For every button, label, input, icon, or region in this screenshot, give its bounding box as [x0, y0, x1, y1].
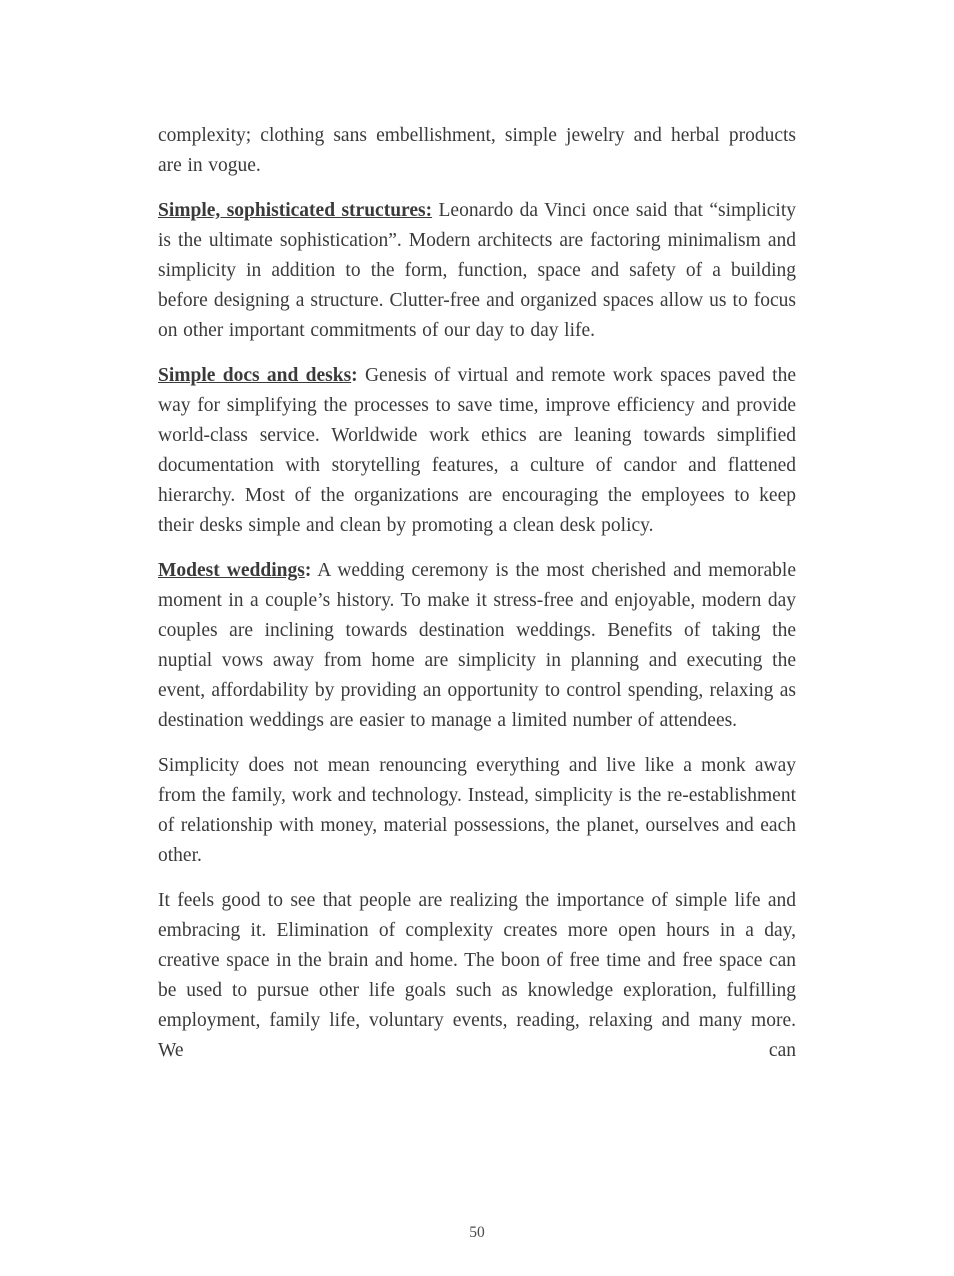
paragraph-closing: [158, 886, 796, 1066]
paragraph-text: Leonardo da Vinci once said that “simplicity is the ultimate sophistication”. Modern architects are factoring minimalism and simplicity in addition to the form, function, space and safety of a building before designing a structure. Clutter-free and organized spaces allow us to focus on other important commitments of our day to day life.: [158, 200, 797, 341]
paragraph-text: It feels good to see that people are realizing the importance of simple life and embracing it. Elimination of complexity creates more open hours in a day, creative space in the brain and home. The boon of free time and free space can be used to pursue other life goals such as knowledge exploration, fulfilling employment, family life, voluntary events, reading, relaxing and many more. We can: [158, 890, 796, 1061]
paragraph-heading: Modest weddings: [158, 560, 305, 581]
page-content: [158, 121, 796, 1066]
paragraph-heading: Simple, sophisticated structures:: [158, 200, 433, 221]
paragraph-text: Simplicity does not mean renouncing everything and live like a monk away from the family, work and technology. Instead, simplicity is the re-establishment of relationship with money, material possessions, the planet, ourselves and each other.: [158, 755, 796, 866]
paragraph-weddings: [158, 556, 796, 736]
paragraph-text: Genesis of virtual and remote work spaces paved the way for simplifying the processes to save time, improve efficiency and provide world-class service. Worldwide work ethics are leaning towards simplified documentation with storytelling features, a culture of candor and flattened hierarchy. Most of the organizations are encouraging the employees to keep their desks simple and clean by promoting a clean desk policy.: [158, 365, 796, 536]
paragraph-docs-desks: [158, 361, 796, 541]
paragraph-intro-continuation: [158, 121, 796, 181]
paragraph-heading-colon: :: [304, 560, 312, 581]
page-number: 50: [469, 1224, 485, 1241]
paragraph-structures: [158, 196, 796, 346]
paragraph-heading: Simple docs and desks: [158, 365, 352, 386]
paragraph-simplicity-meaning: [158, 751, 796, 871]
paragraph-text: A wedding ceremony is the most cherished and memorable moment in a couple’s history. To make it stress-free and enjoyable, modern day couples are inclining towards destination weddings. Benefits of taking the nuptial vows away from home are simplicity in planning and executing the event, affordability by providing an opportunity to control spending, relaxing as destination weddings are easier to manage a limited number of attendees.: [158, 560, 796, 731]
paragraph-text: complexity; clothing sans embellishment, simple jewelry and herbal products are in vogue.: [158, 125, 796, 176]
paragraph-heading-colon: :: [351, 365, 358, 386]
